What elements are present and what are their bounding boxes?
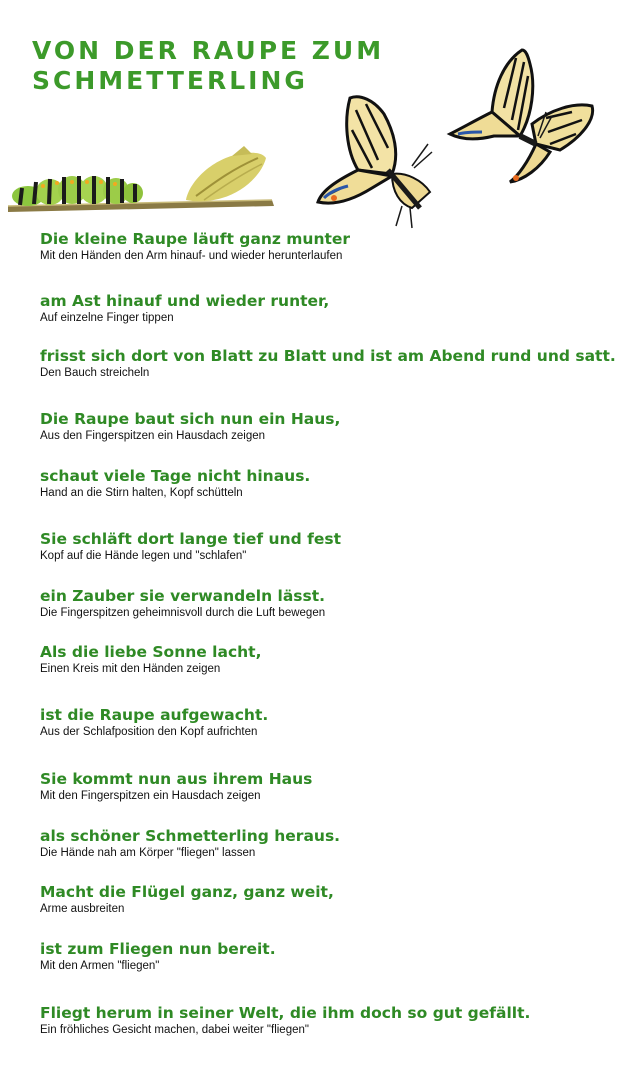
verse-item [40, 409, 610, 444]
title-line-2: SCHMETTERLING [32, 66, 308, 95]
caterpillar-icon [12, 176, 143, 206]
verse-line: Die kleine Raupe läuft ganz munter [40, 230, 351, 248]
verse-item [40, 826, 610, 861]
metamorphosis-illustration [0, 40, 621, 230]
verse-action: Kopf auf die Hände legen und "schlafen" [40, 550, 247, 562]
verse-line: schaut viele Tage nicht hinaus. [40, 467, 311, 485]
verse-item [40, 291, 610, 326]
verse-item [40, 882, 610, 917]
verse-action: Ein fröhliches Gesicht machen, dabei weiter "fliegen" [40, 1024, 309, 1036]
verse-action: Die Hände nah am Körper "fliegen" lassen [40, 847, 256, 859]
verse-line: ein Zauber sie verwandeln lässt. [40, 587, 326, 605]
verse-item [40, 1003, 610, 1038]
verse-line: Sie schläft dort lange tief und fest [40, 530, 341, 548]
verse-item [40, 346, 616, 381]
verse-item [40, 466, 610, 501]
verse-line: ist zum Fliegen nun bereit. [40, 940, 276, 958]
verse-item [40, 642, 610, 677]
verse-line: ist die Raupe aufgewacht. [40, 706, 269, 724]
verse-item [40, 939, 610, 974]
verse-action: Aus der Schlafposition den Kopf aufrichten [40, 726, 258, 738]
verse-action: Einen Kreis mit den Händen zeigen [40, 663, 221, 675]
verse-line: Die Raupe baut sich nun ein Haus, [40, 410, 341, 428]
verse-action: Aus den Fingerspitzen ein Hausdach zeigen [40, 430, 266, 442]
verse-line: als schöner Schmetterling heraus. [40, 827, 341, 845]
verse-item [40, 529, 610, 564]
title-line-1: VON DER RAUPE ZUM [32, 36, 385, 65]
verse-line: frisst sich dort von Blatt zu Blatt und ist am Abend rund und satt. [40, 347, 616, 365]
verse-item [40, 705, 610, 740]
butterfly-icon [450, 50, 593, 182]
verse-action: Hand an die Stirn halten, Kopf schütteln [40, 487, 243, 499]
verse-line: Als die liebe Sonne lacht, [40, 643, 262, 661]
verse-action: Mit den Armen "fliegen" [40, 960, 160, 972]
verse-item [40, 769, 610, 804]
butterfly-icon [318, 97, 432, 228]
verse-line: Fliegt herum in seiner Welt, die ihm doch so gut gefällt. [40, 1004, 531, 1022]
verse-item [40, 229, 610, 264]
verse-item [40, 586, 610, 621]
verse-action: Die Fingerspitzen geheimnisvoll durch die Luft bewegen [40, 607, 326, 619]
verse-line: Sie kommt nun aus ihrem Haus [40, 770, 313, 788]
verse-line: am Ast hinauf und wieder runter, [40, 292, 330, 310]
verse-action: Auf einzelne Finger tippen [40, 312, 174, 324]
chrysalis-icon [186, 146, 266, 201]
verse-action: Arme ausbreiten [40, 903, 125, 915]
verse-line: Macht die Flügel ganz, ganz weit, [40, 883, 334, 901]
verse-action: Mit den Händen den Arm hinauf- und wieder herunterlaufen [40, 250, 343, 262]
verse-action: Den Bauch streicheln [40, 367, 150, 379]
verse-action: Mit den Fingerspitzen ein Hausdach zeigen [40, 790, 261, 802]
